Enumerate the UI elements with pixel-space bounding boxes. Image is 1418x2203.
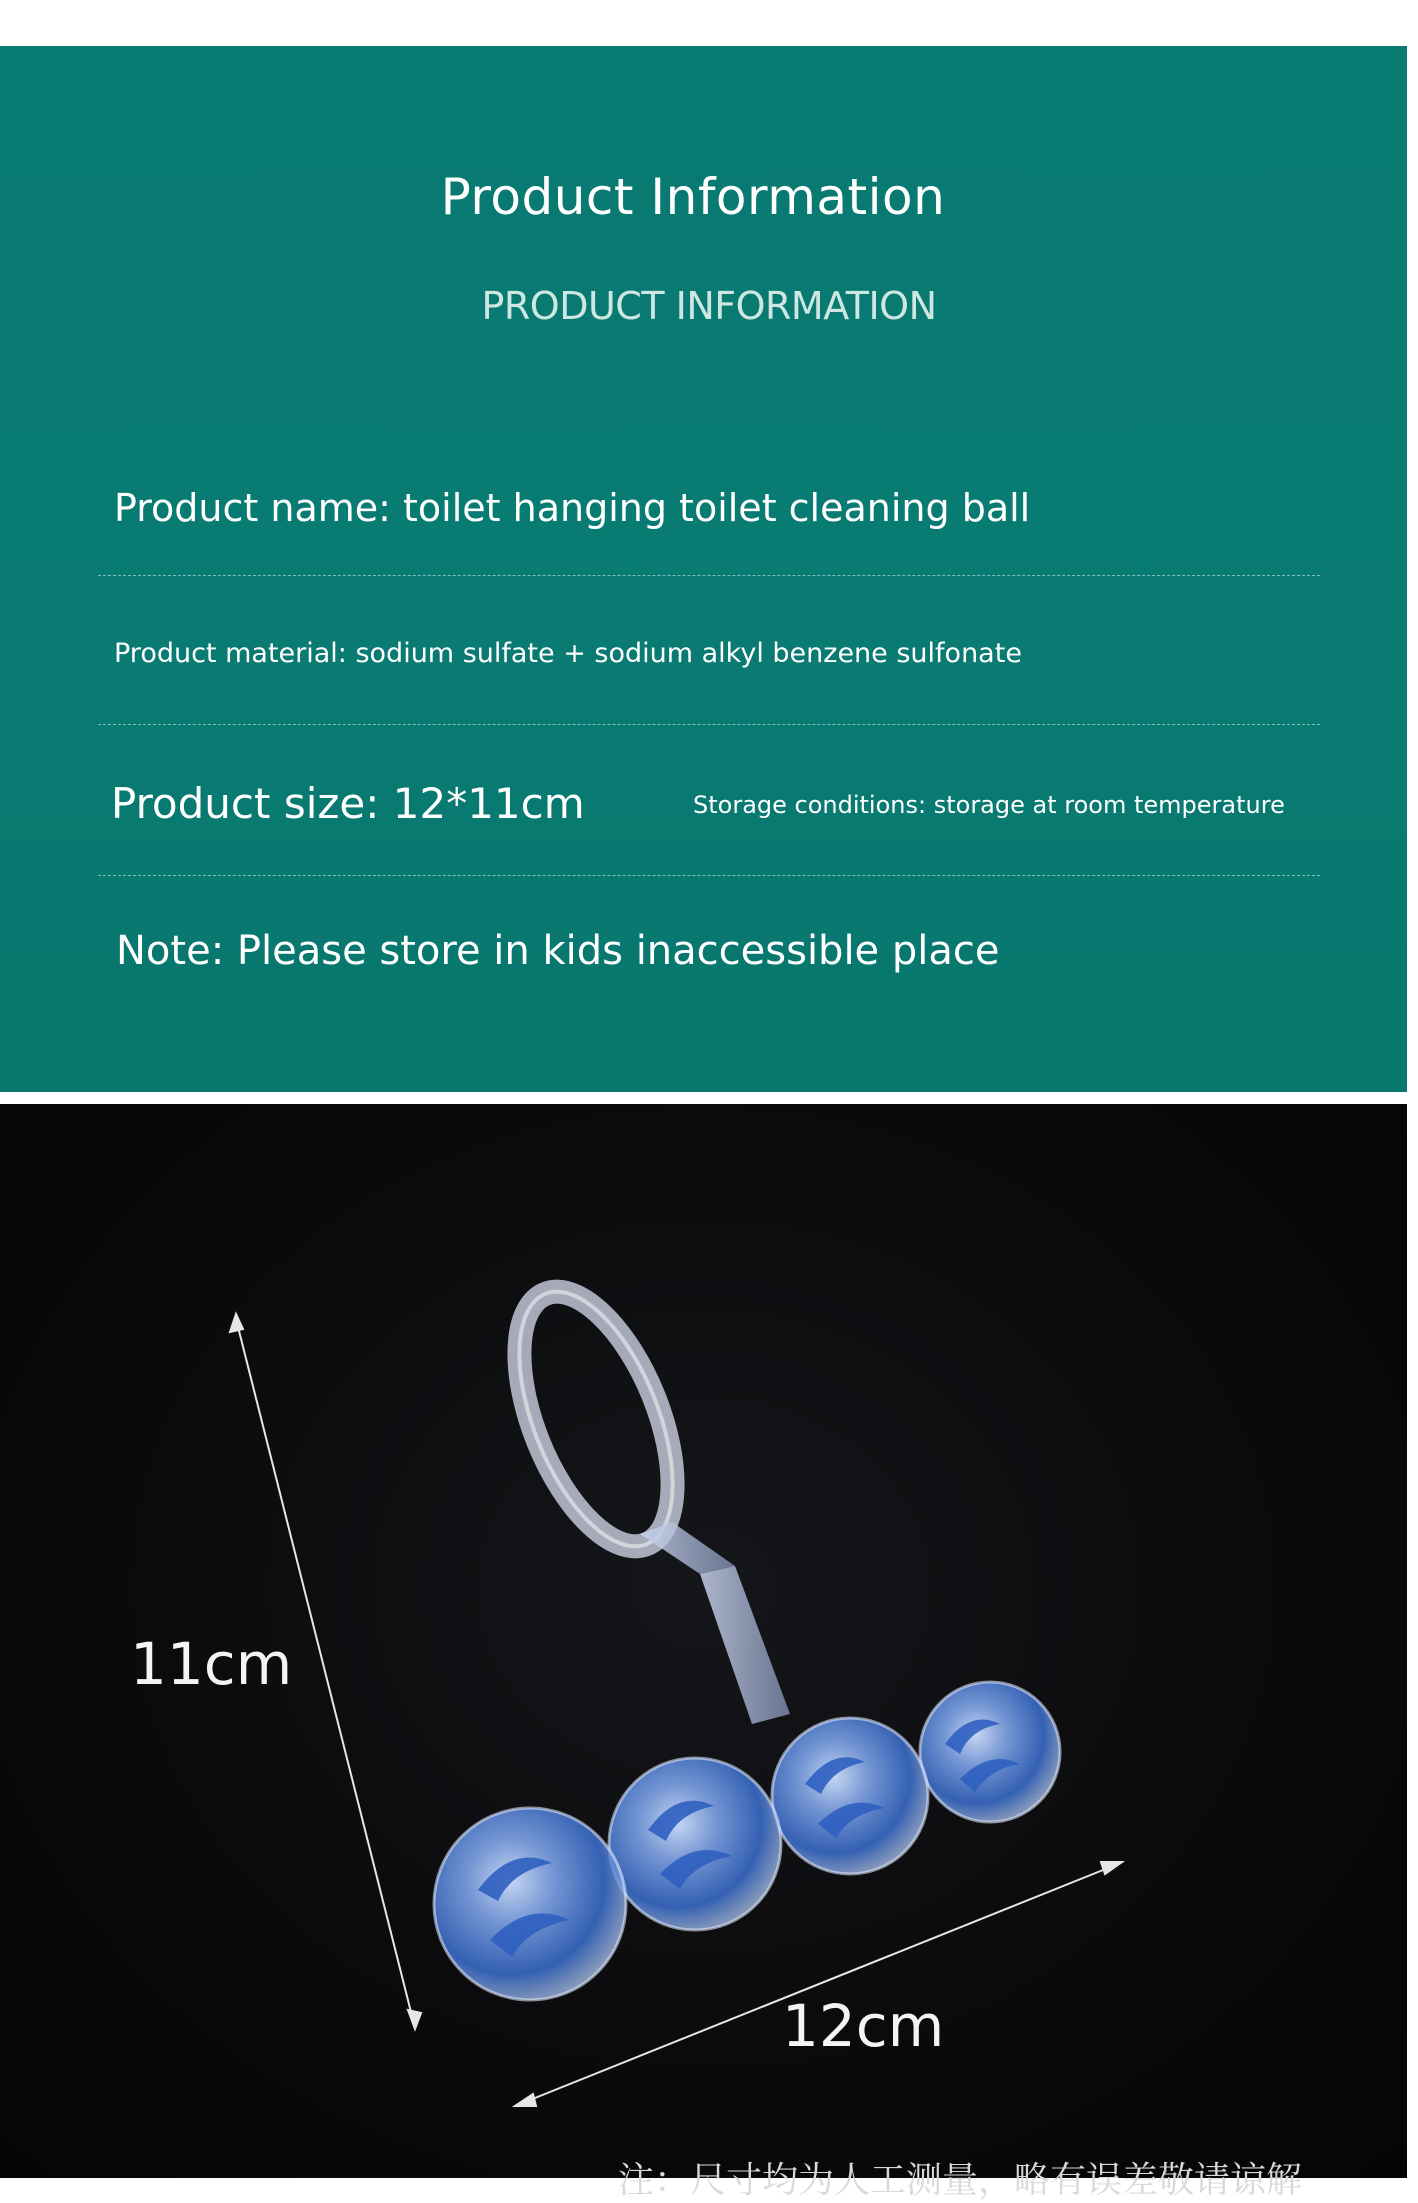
cleaning-ball [434,1808,626,2000]
divider [98,724,1320,725]
product-information-panel [0,46,1407,1092]
width-label: 12cm [782,1992,945,2060]
product-photo-panel [0,1104,1407,2201]
section-gap [0,1092,1407,1104]
section-subtitle: PRODUCT INFORMATION [481,284,937,328]
measurement-footnote: 注：尺寸均为人工测量，略有误差敬请谅解 [618,2160,1303,2201]
product-name: Product name: toilet hanging toilet cleaning ball [114,486,1031,530]
divider [98,575,1320,576]
divider [98,875,1320,876]
cleaning-ball [772,1718,928,1874]
storage-conditions: Storage conditions: storage at room temperature [693,791,1285,819]
hook-handle [488,1271,790,1724]
section-title: Product Information [440,168,946,226]
safety-note: Note: Please store in kids inaccessible place [116,928,1000,974]
product-size: Product size: 12*11cm [111,779,585,828]
cleaning-ball [920,1682,1060,1822]
top-white-strip [0,0,1407,46]
cleaning-balls [434,1682,1060,2000]
cleaning-ball [609,1758,781,1930]
height-label: 11cm [130,1630,293,1698]
product-material: Product material: sodium sulfate + sodium alkyl benzene sulfonate [114,638,1022,669]
